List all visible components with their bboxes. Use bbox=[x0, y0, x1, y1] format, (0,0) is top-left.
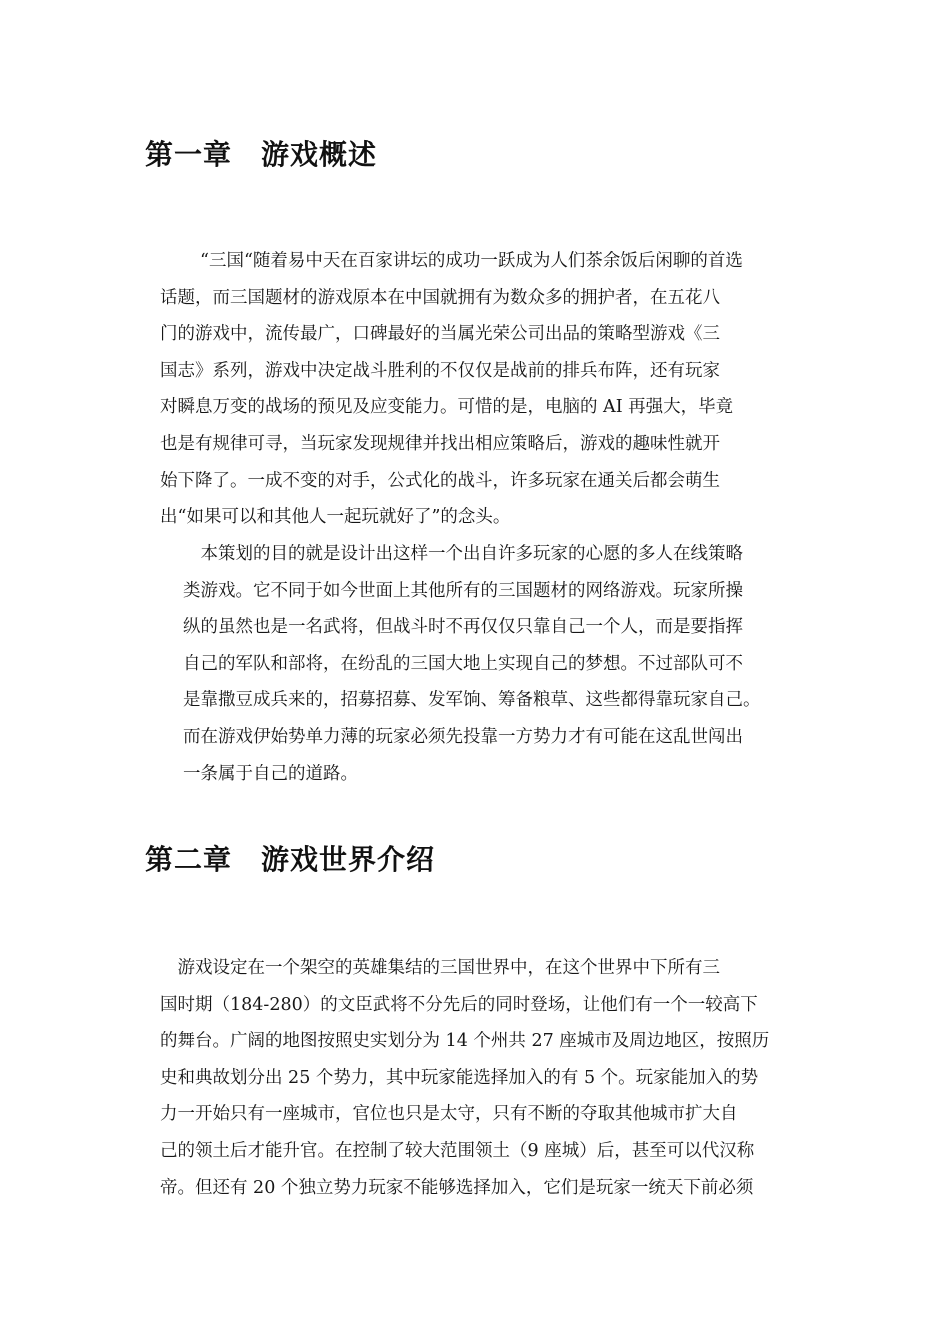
text-line: 一条属于自己的道路。 bbox=[183, 763, 358, 784]
text-line: 而在游戏伊始势单力薄的玩家必须先投靠一方势力才有可能在这乱世闯出 bbox=[183, 726, 743, 747]
text-line: 话题，而三国题材的游戏原本在中国就拥有为数众多的拥护者，在五花八 bbox=[160, 287, 720, 308]
text-line: 史和典故划分出 25 个势力，其中玩家能选择加入的有 5 个。玩家能加入的势 bbox=[160, 1067, 759, 1088]
text-line: 始下降了。一成不变的对手，公式化的战斗，许多玩家在通关后都会萌生 bbox=[160, 470, 720, 491]
text-line: 对瞬息万变的战场的预见及应变能力。可惜的是，电脑的 AI 再强大，毕竟 bbox=[160, 397, 734, 418]
text-line: 自己的军队和部将，在纷乱的三国大地上实现自己的梦想。不过部队可不 bbox=[183, 653, 743, 674]
text-line: 出“如果可以和其他人一起玩就好了”的念头。 bbox=[160, 507, 511, 528]
text-line: 帝。但还有 20 个独立势力玩家不能够选择加入，它们是玩家一统天下前必须 bbox=[160, 1177, 754, 1198]
chapter-1-heading: 第一章 游戏概述 bbox=[145, 138, 378, 171]
text-line: 国志》系列，游戏中决定战斗胜利的不仅仅是战前的排兵布阵，还有玩家 bbox=[160, 360, 720, 381]
chapter-2-heading: 第二章 游戏世界介绍 bbox=[145, 843, 436, 876]
text-line: 游戏设定在一个架空的英雄集结的三国世界中，在这个世界中下所有三 bbox=[160, 958, 720, 978]
text-line: 本策划的目的就是设计出这样一个出自许多玩家的心愿的多人在线策略 bbox=[183, 544, 743, 564]
text-line: 门的游戏中，流传最广，口碑最好的当属光荣公司出品的策略型游戏《三 bbox=[160, 324, 720, 345]
text-line: 力一开始只有一座城市，官位也只是太守，只有不断的夺取其他城市扩大自 bbox=[160, 1104, 738, 1125]
text-line: 是靠撒豆成兵来的，招募招募、发军饷、筹备粮草、这些都得靠玩家自己。 bbox=[183, 690, 761, 711]
text-line: 也是有规律可寻，当玩家发现规律并找出相应策略后，游戏的趣味性就开 bbox=[160, 433, 720, 454]
text-line: 的舞台。广阔的地图按照史实划分为 14 个州共 27 座城市及周边地区，按照历 bbox=[160, 1031, 770, 1052]
chapter-1-paragraph-2 bbox=[183, 536, 761, 792]
text-line: 类游戏。它不同于如今世面上其他所有的三国题材的网络游戏。玩家所操 bbox=[183, 580, 743, 601]
chapter-2-paragraph-1 bbox=[160, 950, 769, 1206]
text-line: 纵的虽然也是一名武将，但战斗时不再仅仅只靠自己一个人，而是要指挥 bbox=[183, 617, 743, 638]
text-line: 己的领土后才能升官。在控制了较大范围领土（9 座城）后，甚至可以代汉称 bbox=[160, 1140, 755, 1161]
text-line: 国时期（184-280）的文臣武将不分先后的同时登场，让他们有一个一较高下 bbox=[160, 994, 758, 1015]
text-line: “三国“随着易中天在百家讲坛的成功一跃成为人们茶余饭后闲聊的首选 bbox=[200, 251, 743, 271]
chapter-1-paragraph-1 bbox=[160, 243, 743, 536]
